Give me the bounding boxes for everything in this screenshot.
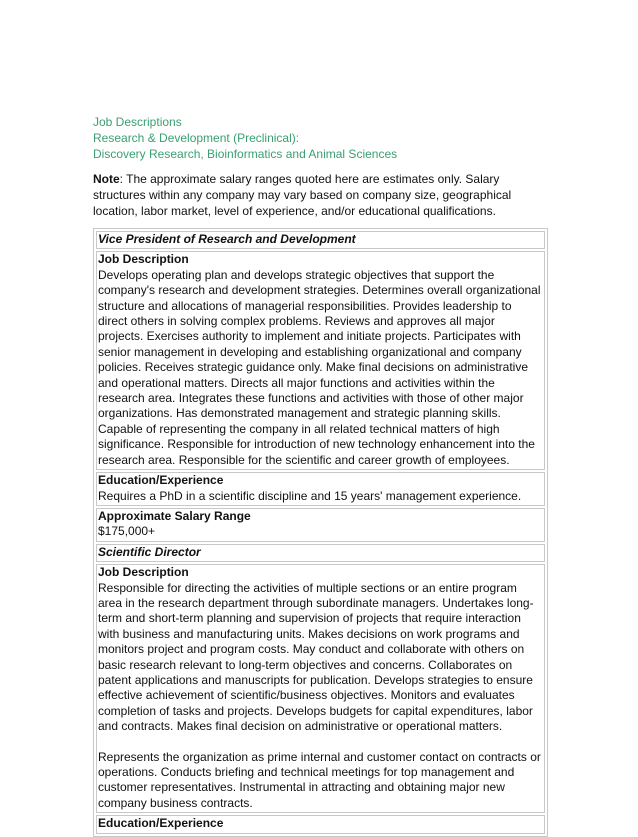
header-title: Job Descriptions <box>93 115 182 129</box>
job-description-label: Job Description <box>98 565 189 580</box>
paragraph-gap <box>98 735 543 750</box>
job-description-cell <box>96 251 545 470</box>
salary-note <box>93 171 548 219</box>
job-description-cell <box>96 564 545 813</box>
document-page <box>93 114 548 837</box>
document-header <box>93 114 548 162</box>
education-label: Education/Experience <box>98 473 224 488</box>
job-table <box>93 228 548 837</box>
education-cell <box>96 815 545 833</box>
education-cell <box>96 472 545 506</box>
job-description-text: Develops operating plan and develops strategic objectives that support the company's research and development strategies. Determines overall organizational structure and allocations of managerial responsibilities. Provides leadership to direct others in solving complex problems. Reviews and approves all major projects. Exercises authority to implement and initiate projects. Participates with senior management in developing and establishing organizational and company policies. Receives strategic guidance only. Make final decisions on administrative and operational matters. Directs all major functions and activities within the research area. Integrates these functions and activities with those of other major organizations. Has demonstrated management and strategic planning skills. Capable of representing the company in all related technical matters of high significance. Responsible for introduction of new technology enhancement into the research area. Responsible for the scientific and career growth of employees. <box>98 267 541 467</box>
job-description-text: Responsible for directing the activities of multiple sections or an entire program area in the research department through subordinate managers. Undertakes long-term and short-term planning and supervision of projects that require interaction with business and manufacturing units. Makes decisions on work programs and monitors project and program costs. May conduct and collaborate with others on basic research relevant to long-term objectives and concerns. Collaborates on patent applications and manuscripts for publication. Develops strategies to ensure effective achievement of scientific/business objectives. Monitors and evaluates completion of tasks and projects. Develops budgets for capital expenditures, labor and contracts. Makes final decision on administrative or operational matters. <box>98 580 534 734</box>
header-subsection: Discovery Research, Bioinformatics and Animal Sciences <box>93 147 398 161</box>
job-description-label: Job Description <box>98 252 189 267</box>
job-title-cell: Vice President of Research and Development <box>96 231 545 249</box>
salary-cell <box>96 508 545 542</box>
note-label: Note <box>93 172 120 186</box>
job-title-cell: Scientific Director <box>96 544 545 562</box>
header-section: Research & Development (Preclinical): <box>93 131 300 145</box>
job-description-text-2: Represents the organization as prime internal and customer contact on contracts or operations. Conducts briefing and technical meetings for top management and customer representatives. Instrumental in attracting and obtaining major new company business contracts. <box>98 749 541 810</box>
salary-value: $175,000+ <box>98 524 156 539</box>
education-label: Education/Experience <box>98 816 224 831</box>
note-text: : The approximate salary ranges quoted here are estimates only. Salary structures within any company may vary based on company size, geographical location, labor market, level of experience, and/or educational qualifications. <box>93 172 512 218</box>
salary-label: Approximate Salary Range <box>98 508 251 523</box>
education-text: Requires a PhD in a scientific discipline and 15 years' management experience. <box>98 488 522 503</box>
